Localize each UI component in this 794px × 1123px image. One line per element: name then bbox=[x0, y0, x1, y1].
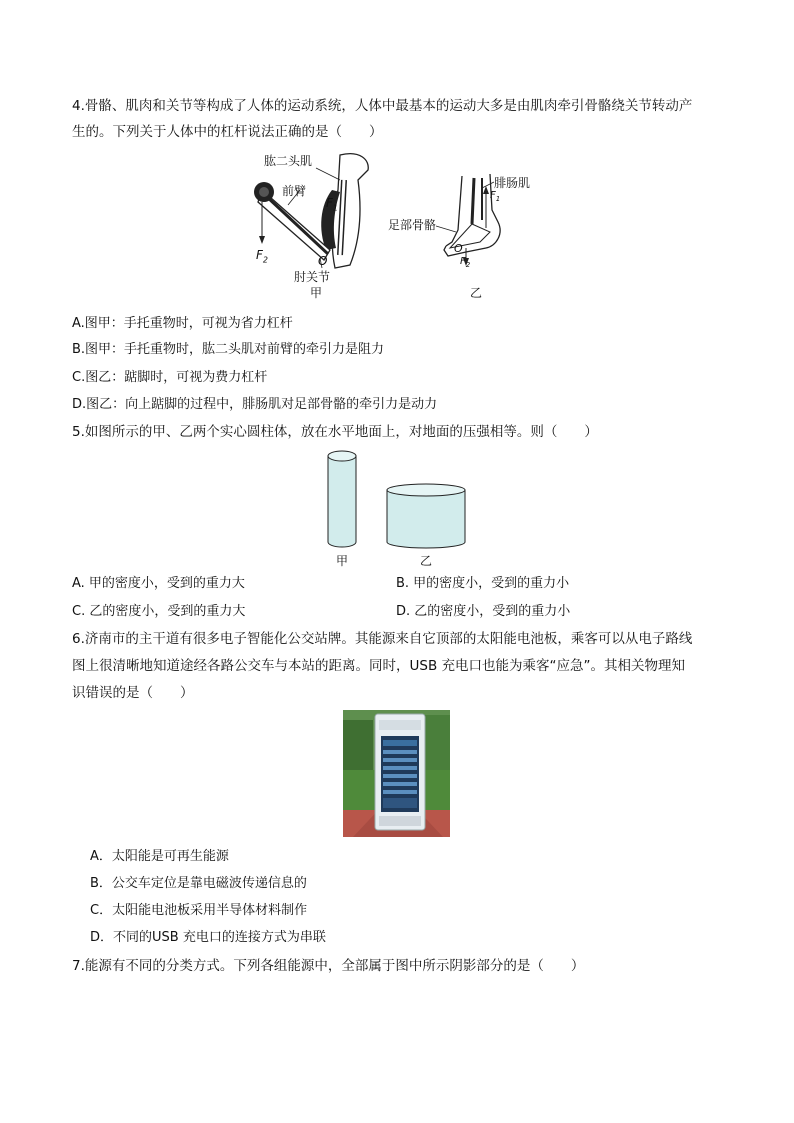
label-forearm: 前臂 bbox=[282, 184, 307, 198]
label-biceps: 肱二头肌 bbox=[264, 154, 313, 168]
q5-option-a: A. 甲的密度小，受到的重力大 bbox=[72, 576, 245, 591]
label-f2-arm: $F_2$ bbox=[256, 248, 268, 265]
foot-lever-figure bbox=[386, 170, 546, 300]
q4-stem-line2: 生的。下列关于人体中的杠杆说法正确的是（ ） bbox=[72, 124, 383, 140]
q7-stem: 7.能源有不同的分类方式。下列各组能源中，全部属于图中所示阴影部分的是（ ） bbox=[72, 958, 585, 974]
label-f2-foot: $F_2$ bbox=[460, 256, 471, 269]
q4-option-c: C.图乙：踮脚时，可视为费力杠杆 bbox=[72, 370, 268, 385]
q6-option-a: A．太阳能是可再生能源 bbox=[90, 849, 229, 864]
q5-option-d: D. 乙的密度小，受到的重力小 bbox=[396, 604, 571, 619]
bus-stop-photo bbox=[343, 710, 450, 837]
label-o-arm: O bbox=[318, 254, 328, 268]
q4-stem-line1: 4.骨骼、肌肉和关节等构成了人体的运动系统，人体中最基本的运动大多是由肌肉牵引骨骼绕关节转动产 bbox=[72, 98, 693, 114]
arm-lever-figure bbox=[240, 150, 380, 300]
cylinders-figure bbox=[322, 448, 472, 570]
caption-cylinder-jia: 甲 bbox=[336, 554, 349, 568]
q4-option-a: A.图甲：手托重物时，可视为省力杠杆 bbox=[72, 316, 293, 331]
q6-stem-line1: 6.济南市的主干道有很多电子智能化公交站牌。其能源来自它顶部的太阳能电池板，乘客可以从电子路线 bbox=[72, 631, 693, 647]
bus-stop-photo-drawing bbox=[343, 710, 450, 837]
caption-jia: 甲 bbox=[310, 286, 323, 300]
q5-option-b: B. 甲的密度小，受到的重力小 bbox=[396, 576, 570, 591]
q5-option-c: C. 乙的密度小，受到的重力大 bbox=[72, 604, 246, 619]
q4-option-b: B.图甲：手托重物时，肱二头肌对前臂的牵引力是阻力 bbox=[72, 342, 385, 357]
q6-stem-line2: 图上很清晰地知道途经各路公交车与本站的距离。同时，USB 充电口也能为乘客“应急”。其相关物理知 bbox=[72, 658, 685, 674]
cylinders-drawing bbox=[322, 448, 472, 552]
label-f1-foot: $F_1$ bbox=[490, 190, 501, 203]
label-o-foot: O bbox=[454, 242, 463, 255]
q5-stem: 5.如图所示的甲、乙两个实心圆柱体，放在水平地面上，对地面的压强相等。则（ ） bbox=[72, 424, 598, 440]
q4-option-d: D.图乙：向上踮脚的过程中，腓肠肌对足部骨骼的牵引力是动力 bbox=[72, 397, 438, 412]
label-elbow-joint: 肘关节 bbox=[294, 270, 331, 284]
q6-option-b: B．公交车定位是靠电磁波传递信息的 bbox=[90, 876, 307, 891]
q6-option-d: D．不同的USB 充电口的连接方式为串联 bbox=[90, 930, 326, 945]
q6-option-c: C．太阳能电池板采用半导体材料制作 bbox=[90, 903, 308, 918]
q6-stem-line3: 识错误的是（ ） bbox=[72, 685, 194, 701]
label-gastrocnemius: 腓肠肌 bbox=[494, 176, 531, 190]
label-f1-arm: $F_1$ bbox=[326, 196, 338, 213]
caption-cylinder-yi: 乙 bbox=[420, 554, 433, 568]
label-foot-bone: 足部骨骼 bbox=[388, 218, 437, 232]
caption-yi: 乙 bbox=[470, 286, 483, 300]
